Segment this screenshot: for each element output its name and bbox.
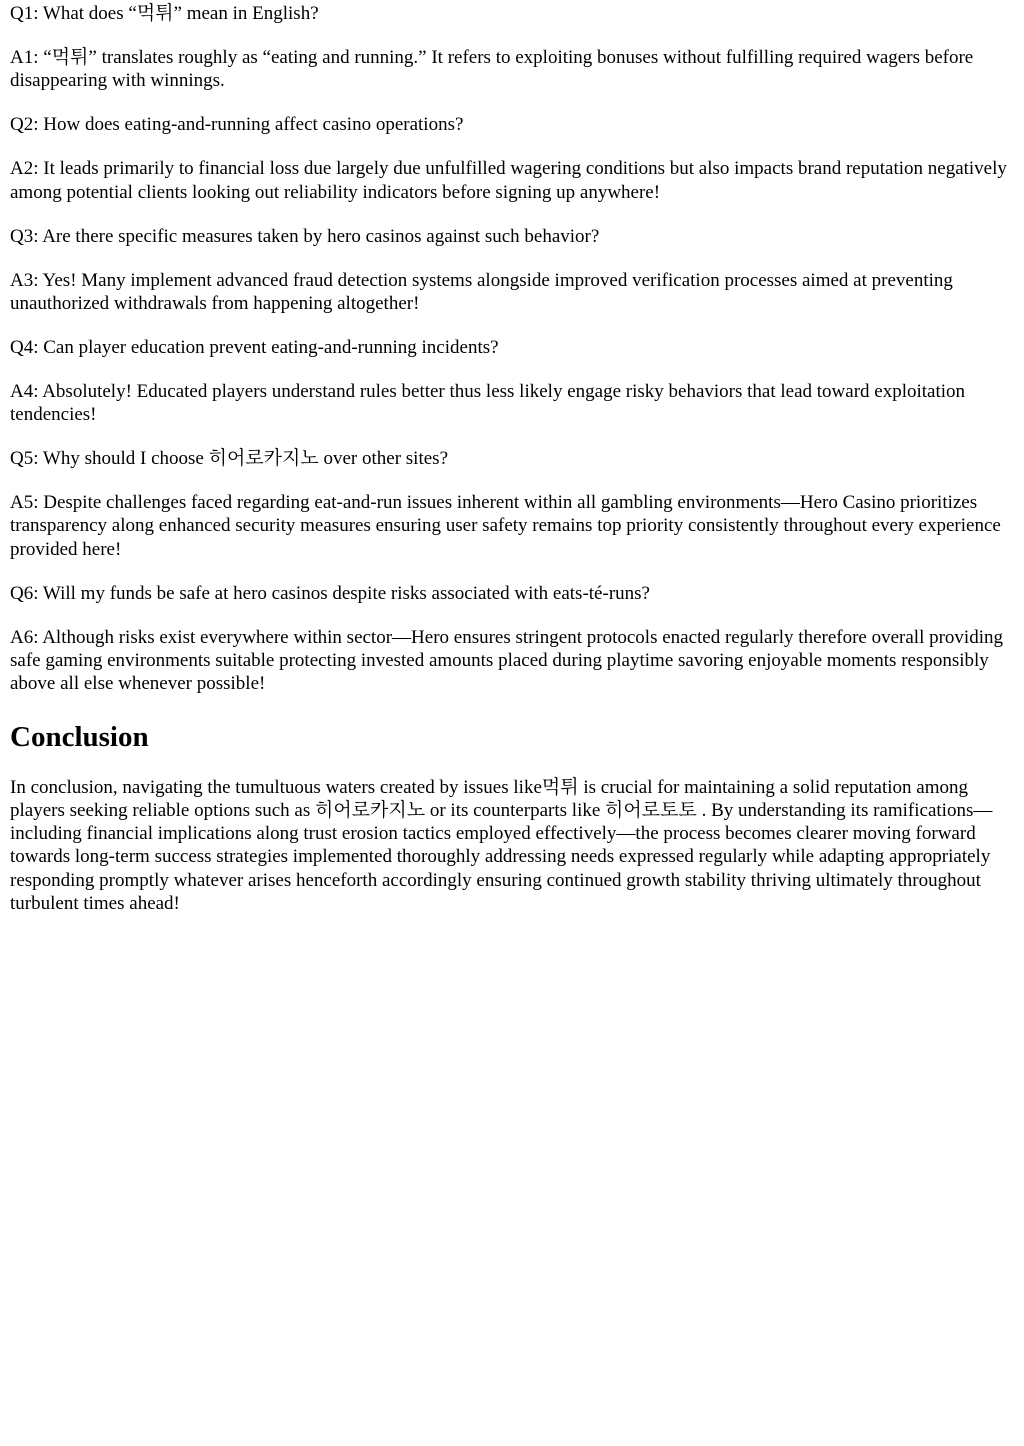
faq-question-3: Q3: Are there specific measures taken by hero casinos against such behavior?	[10, 225, 600, 247]
faq-question-1: Q1: What does “먹튀” mean in English?	[10, 2, 319, 24]
faq-question-6: Q6: Will my funds be safe at hero casinos despite risks associated with eats-té-runs?	[10, 582, 650, 604]
conclusion-paragraph: In conclusion, navigating the tumultuous waters created by issues like먹튀 is crucial for maintaining a solid reputation among players seeking reliable options such as 히어로카지노 or its counterparts like 히어로토토 . By understanding its ramifications—including financial implications along trust erosion tactics employed effectively—the process becomes clearer moving forward towards long-term success strategies implemented thoroughly addressing needs expressed regularly while adapting appropriately responding promptly whatever arises henceforth accordingly ensuring continued growth stability thriving ultimately throughout turbulent times ahead!	[10, 775, 993, 914]
faq-question-2: Q2: How does eating-and-running affect casino operations?	[10, 114, 464, 136]
faq-answer-2: A2: It leads primarily to financial loss due largely due unfulfilled wagering conditions but also impacts brand reputation negatively among potential clients looking out reliability indicators before signing up anywhere!	[10, 158, 1007, 203]
faq-question-4: Q4: Can player education prevent eating-and-running incidents?	[10, 336, 499, 358]
faq-answer-6: A6: Although risks exist everywhere within sector—Hero ensures stringent protocols enacted regularly therefore overall providing safe gaming environments suitable protecting invested amounts placed during playtime savoring enjoyable moments responsibly above all else whenever possible!	[10, 626, 1003, 695]
faq-answer-4: A4: Absolutely! Educated players understand rules better thus less likely engage risky behaviors that lead toward exploitation tendencies!	[10, 380, 966, 426]
korean-term: 먹튀	[51, 45, 89, 68]
korean-term: 먹튀	[541, 775, 579, 798]
korean-term: 히어로카지노	[314, 798, 426, 821]
faq-answer-3: A3: Yes! Many implement advanced fraud detection systems alongside improved verification processes aimed at preventing unauthorized withdrawals from happening altogether!	[10, 269, 953, 314]
faq-question-5: Q5: Why should I choose 히어로카지노 over other sites?	[10, 447, 448, 470]
faq-answer-5: A5: Despite challenges faced regarding eat-and-run issues inherent within all gambling environments—Hero Casino prioritizes transparency along enhanced security measures ensuring user safety remains top priority consistently throughout every experience provided here!	[10, 492, 1001, 560]
article-body	[10, 0, 1014, 915]
korean-term: 히어로카지노	[208, 447, 319, 470]
korean-term: 먹튀	[136, 2, 174, 24]
korean-term: 히어로토토	[605, 798, 697, 821]
conclusion-heading: Conclusion	[10, 720, 149, 753]
faq-answer-1: A1: “먹튀” translates roughly as “eating and running.” It refers to exploiting bonuses without fulfilling required wagers before disappearing with winnings.	[10, 45, 974, 92]
